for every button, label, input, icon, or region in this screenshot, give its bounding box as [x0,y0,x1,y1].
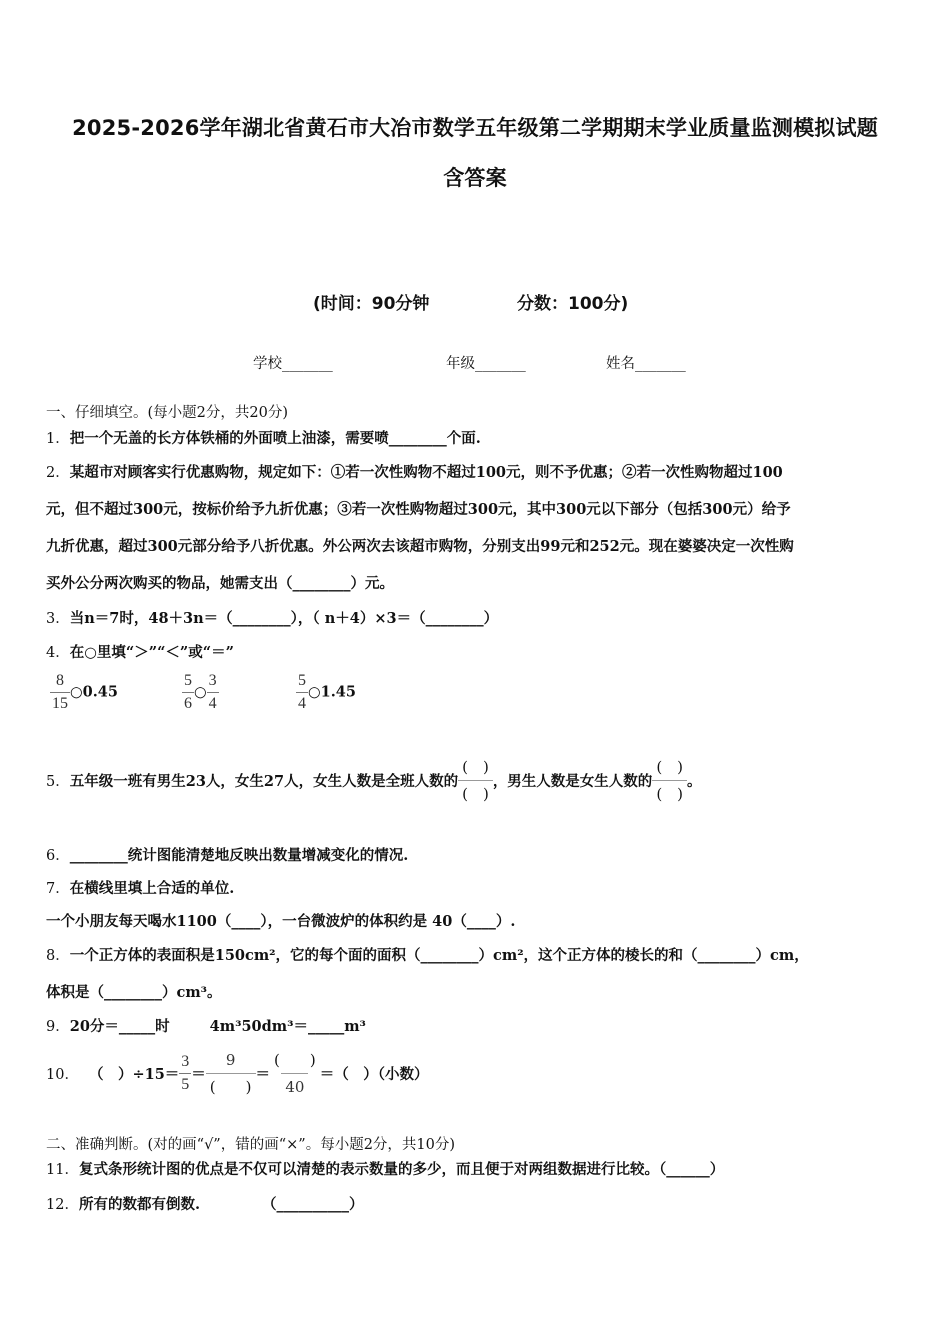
question-8 [46,944,809,965]
question-10 [46,1050,428,1097]
compare-item-b [182,672,219,713]
section1-heading: 一、仔细填空。(每小题2分，共20分) [46,405,288,421]
question-number: 9． [46,1019,70,1035]
question-number: 10． [46,1067,79,1083]
question-text: 在横线里填上合适的单位. [69,880,235,897]
question-number: 7． [46,881,70,897]
question-7-line2: 一个小朋友每天喝水1100（____），一台微波炉的体积约是 40（____）. [46,913,516,930]
question-2-line1 [46,461,783,482]
question-number: 3． [46,611,70,627]
question-number: 1． [46,431,70,447]
question-text: ＝（ ）（小数） [319,1066,429,1083]
fraction: $\frac{3}{5}$ [181,1053,190,1093]
question-3 [46,607,498,628]
question-text: 复式条形统计图的优点是不仅可以清楚的表示数量的多少，而且便于对两组数据进行比较。（______） [78,1161,725,1178]
fraction: $\frac{5}{6}$ [184,672,192,712]
compare-item-c [296,672,356,713]
exam-time: (时间：90分钟 [313,294,430,314]
question-1 [46,427,481,448]
question-text: ________统计图能清楚地反映出数量增减变化的情况. [69,847,409,864]
name-field[interactable]: 姓名_______ [606,356,686,372]
question-text: 所有的数都有倒数. [78,1196,201,1213]
question-2-line2: 元，但不超过300元，按标价给予九折优惠；③若一次性购物超过300元，其中300元以下部分（包括300元）给予 [46,501,791,518]
question-number: 8． [46,948,70,964]
equals-sign: ＝ [255,1066,270,1083]
equals-sign: ＝ [191,1066,206,1083]
question-text: ，男生人数是女生人数的 [492,773,653,790]
exam-score: 分数：100分) [517,294,629,314]
question-text: 20分＝_____时 [69,1018,170,1035]
fraction: $\frac{8}{15}$ [52,672,68,712]
question-4 [46,641,234,662]
compare-circle: ○ [194,684,207,701]
section2-heading: 二、准确判断。(对的画“√”，错的画“×”。每小题2分，共10分) [46,1137,456,1153]
question-text: 五年级一班有男生23人，女生27人，女生人数是全班人数的 [69,773,459,790]
question-7 [46,877,234,898]
compare-rest: ○1.45 [308,683,356,701]
grade-field[interactable]: 年级_______ [446,356,526,372]
question-6 [46,844,408,865]
question-number: 2． [46,465,70,481]
question-text: 把一个无盖的长方体铁桶的外面喷上油漆，需要喷________个面. [69,430,481,447]
school-field[interactable]: 学校_______ [253,356,333,372]
question-number: 4． [46,645,70,661]
question-text: （ ）÷15＝ [88,1066,180,1083]
question-text: 在○里填“＞”“＜”或“＝” [69,644,234,661]
question-number: 11． [46,1162,79,1178]
question-text: 4m³50dm³＝_____m³ [209,1018,366,1035]
answer-fraction-blank[interactable]: $\frac{( )}{40}$ [274,1051,316,1096]
question-number: 12． [46,1197,79,1213]
exam-title-line2: 含答案 [443,166,507,190]
exam-title-line1: 2025-2026学年湖北省黄石市大冶市数学五年级第二学期期末学业质量监测模拟试题 [72,116,878,140]
question-text: 。 [687,773,702,790]
fraction: $\frac{5}{4}$ [298,672,306,712]
question-number: 5． [46,774,70,790]
compare-item-a [50,672,118,713]
question-5 [46,757,702,804]
question-9 [46,1015,366,1036]
question-text: 当n＝7时，48＋3n＝（________），（ n＋4）×3＝（________） [69,610,499,627]
question-text: 某超市对顾客实行优惠购物，规定如下：①若一次性购物不超过100元，则不予优惠；②若一次性购物超过100 [69,464,783,481]
question-text: 一个正方体的表面积是150cm²，它的每个面的面积（________）cm²，这个正方体的棱长的和（________）cm， [69,947,809,964]
answer-fraction-blank[interactable]: $\frac{( )}{( )}$ [458,757,493,804]
question-12 [46,1193,364,1214]
question-2-line4: 买外公分两次购买的物品，她需支出（________）元。 [46,575,394,592]
answer-fraction-blank[interactable]: $\frac{( )}{( )}$ [652,757,687,804]
answer-blank[interactable]: （__________） [262,1196,364,1213]
compare-rest: ○0.45 [70,683,118,701]
question-8-line2: 体积是（________）cm³。 [46,984,222,1001]
question-2-line3: 九折优惠，超过300元部分给予八折优惠。外公两次去该超市购物，分别支出99元和252元。现在婆婆决定一次性购 [46,538,794,555]
answer-fraction-blank[interactable]: $\frac{9}{( )}$ [206,1050,256,1097]
question-11 [46,1158,724,1179]
fraction: $\frac{3}{4}$ [208,672,217,712]
question-number: 6． [46,848,70,864]
